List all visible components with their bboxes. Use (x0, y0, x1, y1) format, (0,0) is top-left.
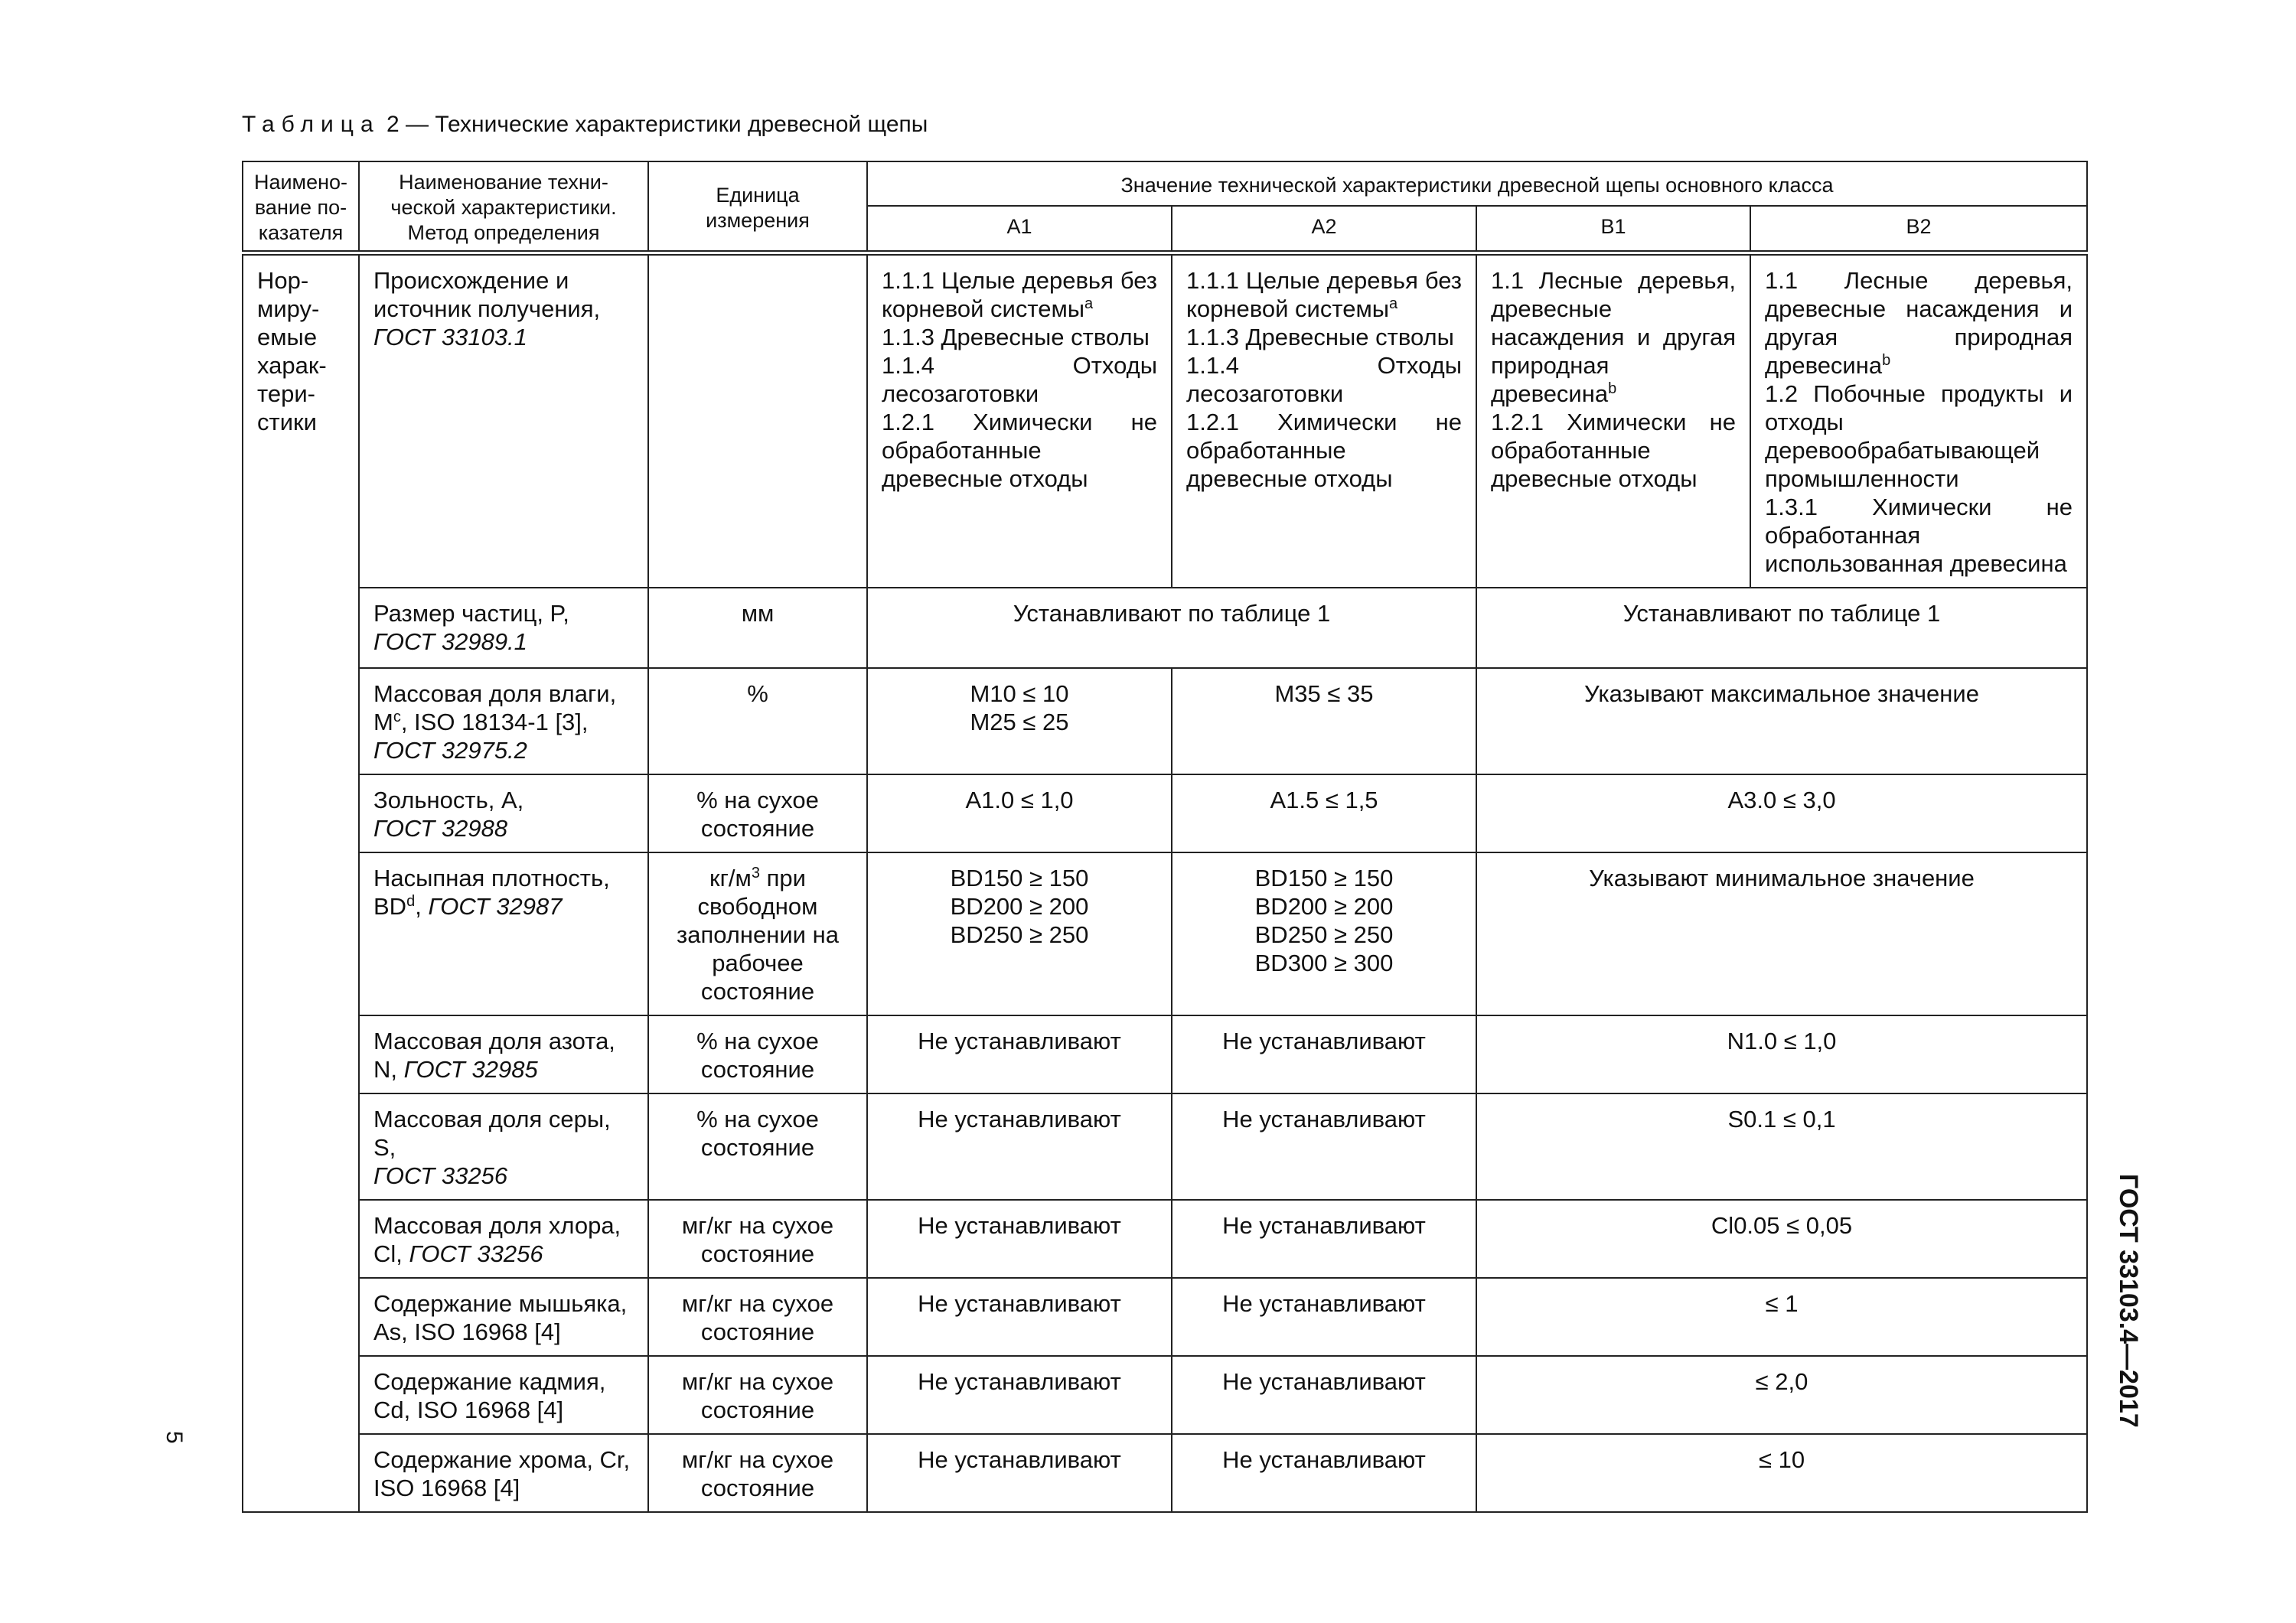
value-b: N1.0 ≤ 1,0 (1476, 1015, 2087, 1093)
table-row (243, 1015, 2087, 1093)
caption-title: — Технические характеристики древесной щепы (406, 112, 928, 137)
name-cell: Массовая доля влаги, $M^c$, ISO 18134-1 [3], ГОСТ 32975.2 (359, 668, 648, 774)
name-cell: Массовая доля хлора, Cl, ГОСТ 33256 (359, 1200, 648, 1278)
value-b: Указывают минимальное значение (1476, 852, 2087, 1015)
header-class-group: Значение технической характеристики древесной щепы основного класса (867, 161, 2087, 206)
unit-cell: % на сухое состояние (648, 774, 867, 852)
header-indicator: Наимено- вание по- казателя (243, 161, 359, 253)
value-a1: BD150 ≥ 150 BD200 ≥ 200 BD250 ≥ 250 (867, 852, 1172, 1015)
table-row (243, 1356, 2087, 1434)
value-b: ≤ 1 (1476, 1278, 2087, 1356)
value-a1: 1.1.1 Целые деревья без корневой системы$^a$ 1.1.3 Древесные стволы 1.1.4 Отходы лесозаготовки 1.2.1 Химически не обработанные древесные отходы (867, 253, 1172, 588)
name-cell: Массовая доля азота, N, ГОСТ 32985 (359, 1015, 648, 1093)
table-row (243, 1278, 2087, 1356)
value-a1: Не устанавливают (867, 1093, 1172, 1200)
table-row (243, 852, 2087, 1015)
value-a2: Не устанавливают (1172, 1278, 1476, 1356)
value-a2: 1.1.1 Целые деревья без корневой системы$^a$ 1.1.3 Древесные стволы 1.1.4 Отходы лесозаготовки 1.2.1 Химически не обработанные древесные отходы (1172, 253, 1476, 588)
value-a2: Не устанавливают (1172, 1200, 1476, 1278)
name-cell: Содержание хрома, Cr, ISO 16968 [4] (359, 1434, 648, 1512)
header-class-b2: B2 (1750, 206, 2087, 253)
value-b: ≤ 2,0 (1476, 1356, 2087, 1434)
unit-cell: мг/кг на сухое состояние (648, 1200, 867, 1278)
unit-cell (648, 253, 867, 588)
value-a1: Не устанавливают (867, 1015, 1172, 1093)
value-b1: 1.1 Лесные деревья, древесные насаждения и другая природная древесина$^b$ 1.2.1 Химически не обработанные древесные отходы (1476, 253, 1750, 588)
name-cell: Массовая доля серы, S, ГОСТ 33256 (359, 1093, 648, 1200)
value-a2: Не устанавливают (1172, 1356, 1476, 1434)
value-a1: Не устанавливают (867, 1356, 1172, 1434)
header-class-a2: A2 (1172, 206, 1476, 253)
name-cell: Зольность, A, ГОСТ 32988 (359, 774, 648, 852)
unit-cell: % на сухое состояние (648, 1015, 867, 1093)
value-a1: Не устанавливают (867, 1278, 1172, 1356)
value-a1: Не устанавливают (867, 1434, 1172, 1512)
value-a2: Не устанавливают (1172, 1093, 1476, 1200)
table-row (243, 588, 2087, 668)
table-row (243, 668, 2087, 774)
name-cell: Насыпная плотность, $BD^d$, ГОСТ 32987 (359, 852, 648, 1015)
value-a2: Не устанавливают (1172, 1434, 1476, 1512)
value-b: Cl0.05 ≤ 0,05 (1476, 1200, 2087, 1278)
value-a2: M35 ≤ 35 (1172, 668, 1476, 774)
value-b2: 1.1 Лесные деревья, древесные насаждения и другая природная древесина$^b$ 1.2 Побочные продукты и отходы деревообрабатывающей промышленности 1.3.1 Химически не обработанная использованная древесина (1750, 253, 2087, 588)
unit-cell: мм (648, 588, 867, 668)
value-b: Указывают максимальное значение (1476, 668, 2087, 774)
unit-cell: % на сухое состояние (648, 1093, 867, 1200)
value-b: S0.1 ≤ 0,1 (1476, 1093, 2087, 1200)
standard-code: ГОСТ 33103.4—2017 (2114, 1174, 2143, 1428)
value-b: ≤ 10 (1476, 1434, 2087, 1512)
name-cell: Размер частиц, P, ГОСТ 32989.1 (359, 588, 648, 668)
value-a2: BD150 ≥ 150 BD200 ≥ 200 BD250 ≥ 250 BD300 ≥ 300 (1172, 852, 1476, 1015)
caption-prefix: Таблица (242, 112, 380, 137)
header-characteristic: Наименование техни- ческой характеристики. Метод определения (359, 161, 648, 253)
table-row (243, 253, 2087, 588)
value-a: Устанавливают по таблице 1 (867, 588, 1476, 668)
unit-cell: мг/кг на сухое состояние (648, 1278, 867, 1356)
table-caption (242, 112, 928, 138)
value-a2: A1.5 ≤ 1,5 (1172, 774, 1476, 852)
header-class-b1: B1 (1476, 206, 1750, 253)
table-row (243, 1434, 2087, 1512)
name-cell: Происхождение и источник получения, ГОСТ 33103.1 (359, 253, 648, 588)
value-b: Устанавливают по таблице 1 (1476, 588, 2087, 668)
table-row (243, 774, 2087, 852)
name-cell: Содержание мышьяка, As, ISO 16968 [4] (359, 1278, 648, 1356)
name-cell: Содержание кадмия, Cd, ISO 16968 [4] (359, 1356, 648, 1434)
value-b: A3.0 ≤ 3,0 (1476, 774, 2087, 852)
header-class-a1: A1 (867, 206, 1172, 253)
unit-cell: % (648, 668, 867, 774)
unit-cell: мг/кг на сухое состояние (648, 1434, 867, 1512)
caption-number: 2 (386, 112, 400, 137)
specs-table (242, 161, 2088, 1513)
table-row (243, 1093, 2087, 1200)
page-number: 5 (161, 1431, 187, 1444)
group-label: Нор- миру- емые харак- тери- стики (243, 253, 359, 1513)
unit-cell: мг/кг на сухое состояние (648, 1356, 867, 1434)
value-a1: M10 ≤ 10 M25 ≤ 25 (867, 668, 1172, 774)
value-a2: Не устанавливают (1172, 1015, 1476, 1093)
value-a1: Не устанавливают (867, 1200, 1172, 1278)
unit-cell: $кг/м^3$ при свободном заполнении на рабочее состояние (648, 852, 867, 1015)
table-row (243, 1200, 2087, 1278)
header-unit: Единица измерения (648, 161, 867, 253)
value-a1: A1.0 ≤ 1,0 (867, 774, 1172, 852)
